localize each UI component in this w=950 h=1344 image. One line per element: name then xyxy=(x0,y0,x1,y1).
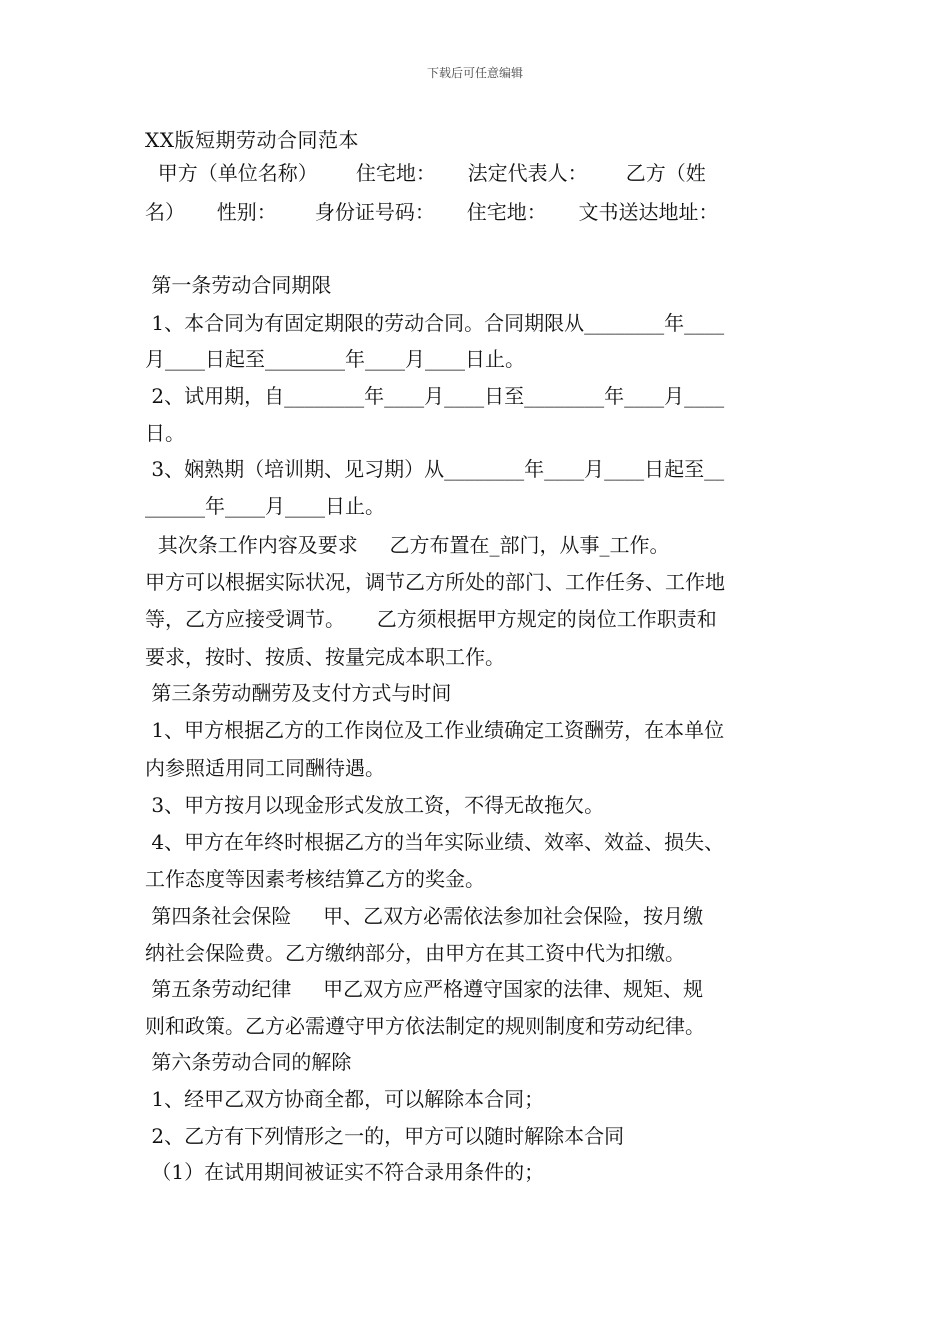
article-1-item-1-line-2: 月____日起至________年____月____日止。 xyxy=(145,347,525,371)
article-3-heading: 第三条劳动酬劳及支付方式与时间 xyxy=(145,681,452,705)
article-2-line-4: 要求，按时、按质、按量完成本职工作。 xyxy=(145,645,505,669)
party-info-line-2: 名） 性别： 身份证号码： 住宅地： 文书送达地址： xyxy=(145,200,719,224)
article-1-item-3-line-2: ______年____月____日止。 xyxy=(145,494,385,518)
article-6-item-2-sub-1: （1）在试用期间被证实不符合录用条件的； xyxy=(145,1160,545,1184)
party-info-line-1: 甲方（单位名称） 住宅地： 法定代表人： 乙方（姓 xyxy=(145,161,706,185)
article-4-line-2: 纳社会保险费。乙方缴纳部分，由甲方在其工资中代为扣缴。 xyxy=(145,941,685,965)
article-3-item-1-line-1: 1、甲方根据乙方的工作岗位及工作业绩确定工资酬劳，在本单位 xyxy=(145,718,725,742)
article-6-item-2: 2、乙方有下列情形之一的，甲方可以随时解除本合同 xyxy=(145,1124,625,1148)
article-5-line-1: 第五条劳动纪律 甲乙双方应严格遵守国家的法律、规矩、规 xyxy=(145,977,704,1001)
document-title: XX版短期劳动合同范本 xyxy=(145,128,359,152)
article-1-heading: 第一条劳动合同期限 xyxy=(145,273,332,297)
article-6-heading: 第六条劳动合同的解除 xyxy=(145,1050,352,1074)
article-1-item-2-line-2: 日。 xyxy=(145,421,185,445)
article-4-line-1: 第四条社会保险 甲、乙双方必需依法参加社会保险，按月缴 xyxy=(145,904,704,928)
article-5-line-2: 则和政策。乙方必需遵守甲方依法制定的规则制度和劳动纪律。 xyxy=(145,1014,705,1038)
article-3-item-4-line-2: 工作态度等因素考核结算乙方的奖金。 xyxy=(145,867,485,891)
page-header: 下载后可任意编辑 xyxy=(426,66,523,80)
article-3-item-4-line-1: 4、甲方在年终时根据乙方的当年实际业绩、效率、效益、损失、 xyxy=(145,830,725,854)
article-1-item-2-line-1: 2、试用期，自________年____月____日至________年____月____ xyxy=(145,384,725,408)
article-2-line-1: 其次条工作内容及要求 乙方布置在_部门，从事_工作。 xyxy=(145,533,670,557)
article-1-item-1-line-1: 1、本合同为有固定期限的劳动合同。合同期限从________年____ xyxy=(145,311,725,335)
article-1-item-3-line-1: 3、娴熟期（培训期、见习期）从________年____月____日起至__ xyxy=(145,457,725,481)
article-6-item-1: 1、经甲乙双方协商全都，可以解除本合同； xyxy=(145,1087,545,1111)
article-3-item-1-line-2: 内参照适用同工同酬待遇。 xyxy=(145,756,385,780)
article-3-item-3: 3、甲方按月以现金形式发放工资，不得无故拖欠。 xyxy=(145,793,605,817)
article-2-line-3: 等，乙方应接受调节。 乙方须根据甲方规定的岗位工作职责和 xyxy=(145,607,717,631)
article-2-line-2: 甲方可以根据实际状况，调节乙方所处的部门、工作任务、工作地 xyxy=(145,570,725,594)
